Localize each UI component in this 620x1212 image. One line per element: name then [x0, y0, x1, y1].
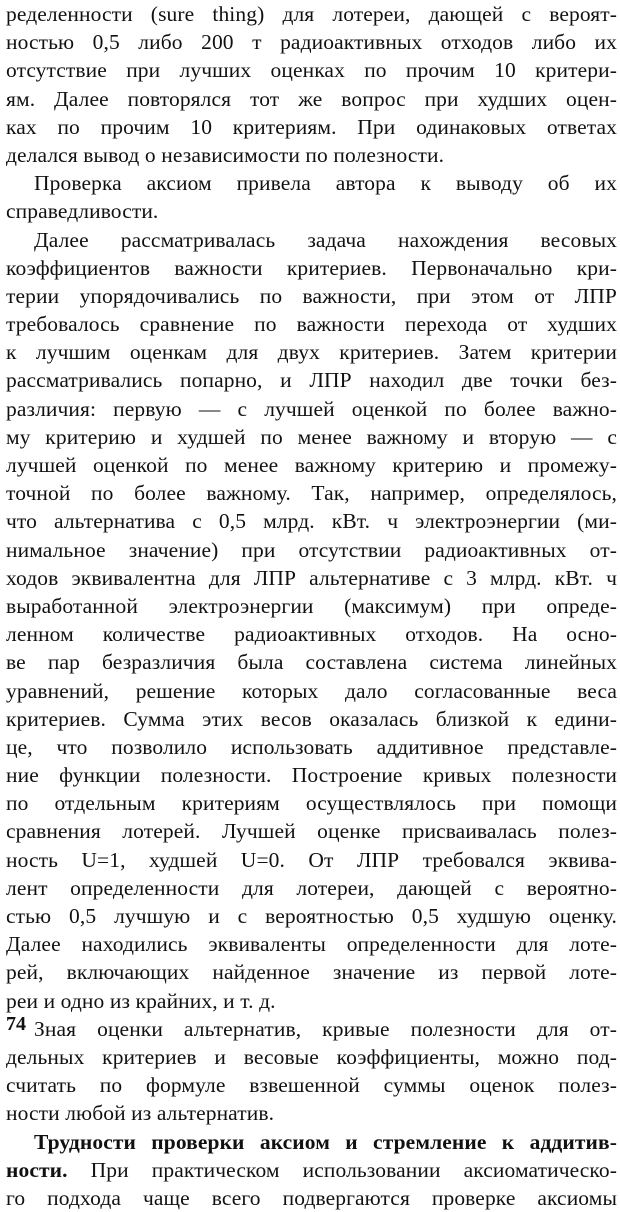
- paragraph-1: [6, 0, 617, 169]
- text-line: дельных критериев и весовые коэффициенты, можно под-: [6, 1043, 617, 1071]
- text-line: точной по более важному. Так, например, определялось,: [6, 479, 617, 507]
- text-line: к лучшим оценкам для двух критериев. Затем критерии: [6, 338, 617, 366]
- text-line: ность U=1, худшей U=0. От ЛПР требовался эквива-: [6, 846, 617, 874]
- text-line: Далее рассматривалась задача нахождения весовых: [6, 226, 617, 254]
- text-line: це, что позволило использовать аддитивное представле-: [6, 733, 617, 761]
- paragraph-5: [6, 1128, 617, 1212]
- text-line: отсутствие при лучших оценках по прочим 10 критери-: [6, 56, 617, 84]
- text-line: нимальное значение) при отсутствии радиоактивных от-: [6, 536, 617, 564]
- text-line: лучшей оценкой по менее важному критерию и промежу-: [6, 451, 617, 479]
- text-line: терии упорядочивались по важности, при этом от ЛПР: [6, 282, 617, 310]
- text-line: считать по формуле взвешенной суммы оценок полез-: [6, 1071, 617, 1099]
- book-page: [6, 0, 617, 1049]
- paragraph-3: [6, 226, 617, 1015]
- section-heading-continuation: ности.: [6, 1158, 68, 1182]
- text-line: лент определенности для лотереи, дающей с вероятно-: [6, 874, 617, 902]
- text-line: рей, включающих найденное значение из первой лоте-: [6, 958, 617, 986]
- text-line: выработанной электроэнергии (максимум) при опреде-: [6, 592, 617, 620]
- text-line: ходов эквивалентна для ЛПР альтернативе с 3 млрд. кВт. ч: [6, 564, 617, 592]
- text-line: что альтернатива с 0,5 млрд. кВт. ч электроэнергии (ми-: [6, 507, 617, 535]
- page-number: 74: [6, 1010, 26, 1038]
- text-line: ностью 0,5 либо 200 т радиоактивных отходов либо их: [6, 28, 617, 56]
- text-line: ленном количестве радиоактивных отходов. На осно-: [6, 620, 617, 648]
- text-line: ределенности (sure thing) для лотереи, дающей с вероят-: [6, 0, 617, 28]
- text-line: делался вывод о независимости по полезности.: [6, 141, 617, 169]
- text-line: Зная оценки альтернатив, кривые полезности для от-: [6, 1015, 617, 1043]
- text-line: Далее находились эквиваленты определенности для лоте-: [6, 930, 617, 958]
- text-line: ние функции полезности. Построение кривых полезности: [6, 761, 617, 789]
- text-line: рассматривались попарно, и ЛПР находил две точки без-: [6, 366, 617, 394]
- text-line: реи и одно из крайних, и т. д.: [6, 987, 617, 1015]
- section-heading: Трудности проверки аксиом и стремление к аддитив-: [6, 1128, 617, 1156]
- text-line: му критерию и худшей по менее важному и вторую — с: [6, 423, 617, 451]
- text-line: Проверка аксиом привела автора к выводу об их: [6, 169, 617, 197]
- text-line: го подхода чаще всего подвергаются проверке аксиомы: [6, 1184, 617, 1212]
- text-line: сравнения лотерей. Лучшей оценке присваивалась полез-: [6, 817, 617, 845]
- text-line-with-bold-lead: [6, 1156, 617, 1184]
- text-line: ности любой из альтернатив.: [6, 1099, 617, 1127]
- paragraph-2: [6, 169, 617, 225]
- text-line: коэффициентов важности критериев. Первоначально кри-: [6, 254, 617, 282]
- text-line: по отдельным критериям осуществлялось при помощи: [6, 789, 617, 817]
- text-line: ках по прочим 10 критериям. При одинаковых ответах: [6, 113, 617, 141]
- text-line: критериев. Сумма этих весов оказалась близкой к едини-: [6, 705, 617, 733]
- text-line: уравнений, решение которых дало согласованные веса: [6, 677, 617, 705]
- text-line-rest: При практическом использовании аксиоматическо-: [91, 1158, 617, 1182]
- text-line: ве пар безразличия была составлена система линейных: [6, 648, 617, 676]
- text-line: требовалось сравнение по важности перехода от худших: [6, 310, 617, 338]
- text-line: стью 0,5 лучшую и с вероятностью 0,5 худшую оценку.: [6, 902, 617, 930]
- paragraph-4: [6, 1015, 617, 1128]
- text-line: ям. Далее повторялся тот же вопрос при худших оцен-: [6, 85, 617, 113]
- text-line: различия: первую — с лучшей оценкой по более важно-: [6, 395, 617, 423]
- text-line: справедливости.: [6, 197, 617, 225]
